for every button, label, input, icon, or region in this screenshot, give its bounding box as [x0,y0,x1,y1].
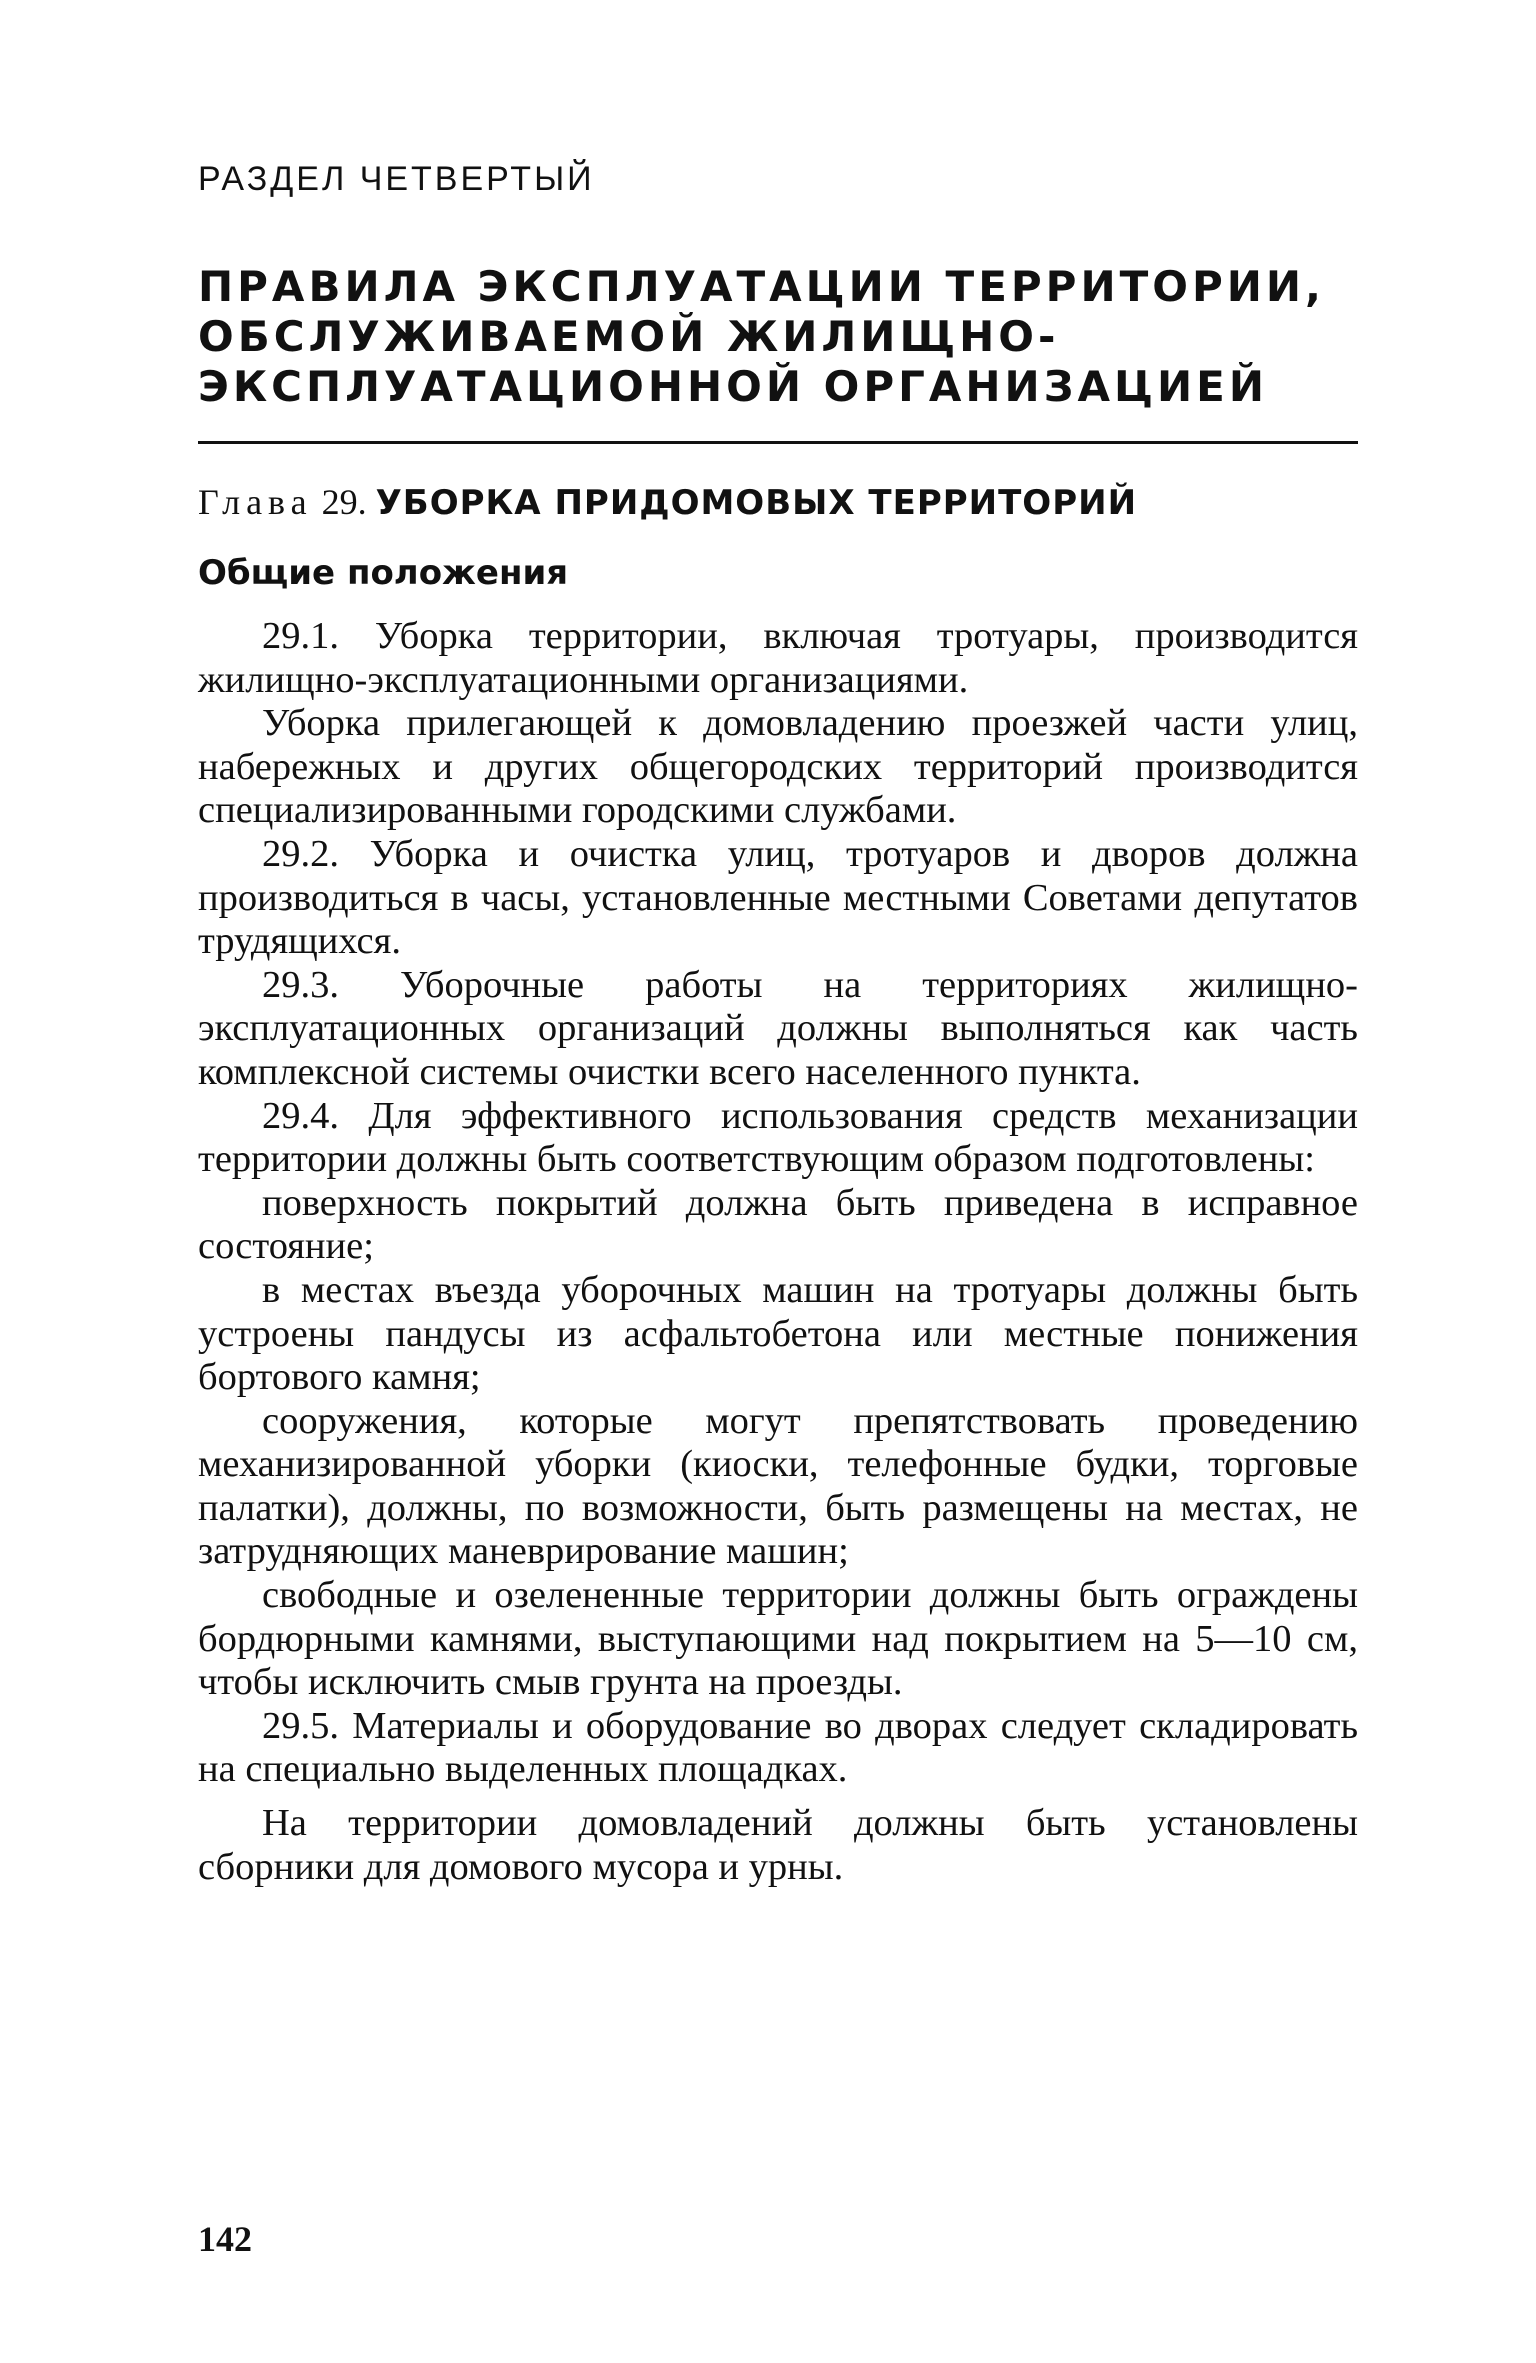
title-divider [198,441,1358,444]
chapter-word: Глава [198,482,313,522]
paragraph: сооружения, которые могут препятствовать проведению механизированной уборки (киоски, телефонные будки, торговые палатки), должны, по возможности, быть размещены на местах, не затрудняющих маневрирование машин; [198,1399,1358,1573]
chapter-title: УБОРКА ПРИДОМОВЫХ ТЕРРИТОРИЙ [375,483,1138,523]
part-title-line: ЭКСПЛУАТАЦИОННОЙ ОРГАНИЗАЦИЕЙ [198,362,1269,411]
paragraph: 29.3. Уборочные работы на территориях жилищно-эксплуатационных организаций должны выполняться как часть комплексной системы очистки всего населенного пункта. [198,963,1358,1093]
paragraph: поверхность покрытий должна быть приведена в исправное состояние; [198,1181,1358,1268]
paragraph: 29.1. Уборка территории, включая тротуары, производится жилищно-эксплуатационными организациями. [198,615,1358,701]
paragraph: в местах въезда уборочных машин на тротуары должны быть устроены пандусы из асфальтобетона или местные понижения бортового камня; [198,1268,1358,1399]
paragraph: На территории домовладений должны быть установлены сборники для домового мусора и урны. [198,1802,1358,1888]
subsection-heading: Общие положения [198,553,569,593]
paragraph: 29.4. Для эффективного использования средств механизации территории должны быть соответствующим образом подготовлены: [198,1094,1358,1181]
section-label: РАЗДЕЛ ЧЕТВЕРТЫЙ [198,160,595,198]
paragraph: Уборка прилегающей к домовладению проезжей части улиц, набережных и других общегородских территорий производится специализированными городскими службами. [198,702,1358,832]
paragraph: 29.5. Материалы и оборудование во дворах следует складировать на специально выделенных площадках. [198,1704,1358,1791]
part-title-line: ПРАВИЛА ЭКСПЛУАТАЦИИ ТЕРРИТОРИИ, [198,262,1325,311]
part-title-line: ОБСЛУЖИВАЕМОЙ ЖИЛИЩНО- [198,312,1060,361]
part-title [198,262,1358,412]
page-number: 142 [198,2219,252,2259]
chapter-number: 29. [321,482,367,522]
chapter-heading [198,481,1137,523]
body-text [198,615,1358,1889]
paragraph: 29.2. Уборка и очистка улиц, тротуаров и дворов должна производиться в часы, установленные местными Советами депутатов трудящихся. [198,832,1358,963]
paragraph: свободные и озелененные территории должны быть ограждены бордюрными камнями, выступающими над покрытием на 5—10 см, чтобы исключить смыв грунта на проезды. [198,1574,1358,1704]
